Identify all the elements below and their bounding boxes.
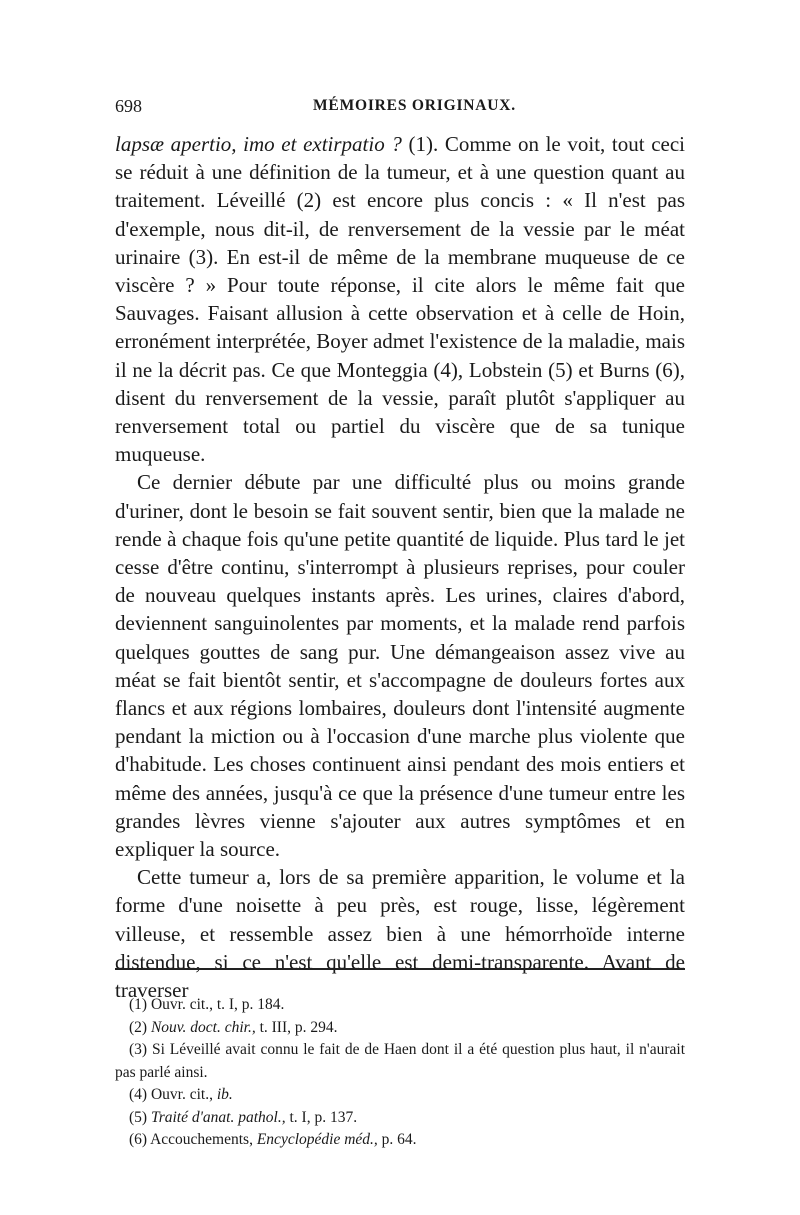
body-text (115, 130, 685, 1004)
paragraph-1 (115, 130, 685, 468)
footnotes (115, 994, 685, 1152)
footnote-1: (1) Ouvr. cit., t. I, p. 184. (129, 996, 285, 1013)
footnote-2: (2) Nouv. doct. chir., t. III, p. 294. (129, 1018, 338, 1036)
running-title: MÉMOIRES ORIGINAUX. (313, 97, 516, 114)
footnote-5: (5) Traité d'anat. pathol., t. I, p. 137. (129, 1108, 358, 1126)
footnote-3: (3) Si Léveillé avait connu le fait de de Haen dont il a été question plus haut, il n'aurait pas parlé ainsi. (115, 1041, 685, 1081)
footnote-4: (4) Ouvr. cit., ib. (129, 1086, 233, 1103)
footnote-divider (115, 968, 685, 970)
page-number: 698 (115, 96, 142, 116)
paragraph-2: Ce dernier débute par une difficulté plus ou moins grande d'uriner, dont le besoin se fait souvent sentir, bien que la malade ne rende à chaque fois qu'une petite quantité de liquide. Plus tard le jet cesse d'être continu, s'interrompt à plusieurs reprises, pour couler de nouveau quelques instants après. Les urines, claires d'abord, deviennent sanguinolentes par moments, et la malade rend parfois quelques gouttes de sang pur. Une démangeaison assez vive au méat se fait bientôt sentir, et s'accompagne de douleurs fortes aux flancs et aux régions lombaires, douleurs dont l'intensité augmente pendant la miction ou à l'occasion d'une marche plus violente que d'habitude. Les choses continuent ainsi pendant des mois entiers et même des années, jusqu'à ce que la présence d'une tumeur entre les grandes lèvres vienne s'ajouter aux autres symptômes et en expliquer la source. (115, 470, 685, 862)
page-header (115, 96, 685, 120)
footnote-6: (6) Accouchements, Encyclopédie méd., p. 64. (129, 1131, 417, 1148)
latin-phrase: lapsæ apertio, imo et extirpatio ? (115, 132, 402, 156)
paragraph-3: Cette tumeur a, lors de sa première apparition, le volume et la forme d'une noisette à peu près, est rouge, lisse, légèrement villeuse, et ressemble assez bien à une hémorrhoïde interne distendue, si ce n'est qu'elle est demi-transparente. Avant de traverser (115, 865, 685, 1003)
paragraph-1-text: (1). Comme on le voit, tout ceci se réduit à une définition de la tumeur, et à une question quant au traitement. Léveillé (2) est encore plus concis : « Il n'est pas d'exemple, nous dit-il, de renversement de la vessie par le méat urinaire (3). En est-il de même de la membrane muqueuse de ce viscère ? » Pour toute réponse, il cite alors le même fait que Sauvages. Faisant allusion à cette observation et à celle de Hoin, erronément interprétée, Boyer admet l'existence de la maladie, mais il ne la décrit pas. Ce que Monteggia (4), Lobstein (5) et Burns (6), disent du renversement de la vessie, paraît plutôt s'appliquer au renversement total ou partiel du viscère que de sa tunique muqueuse. (115, 132, 685, 467)
document-page (115, 0, 685, 1215)
